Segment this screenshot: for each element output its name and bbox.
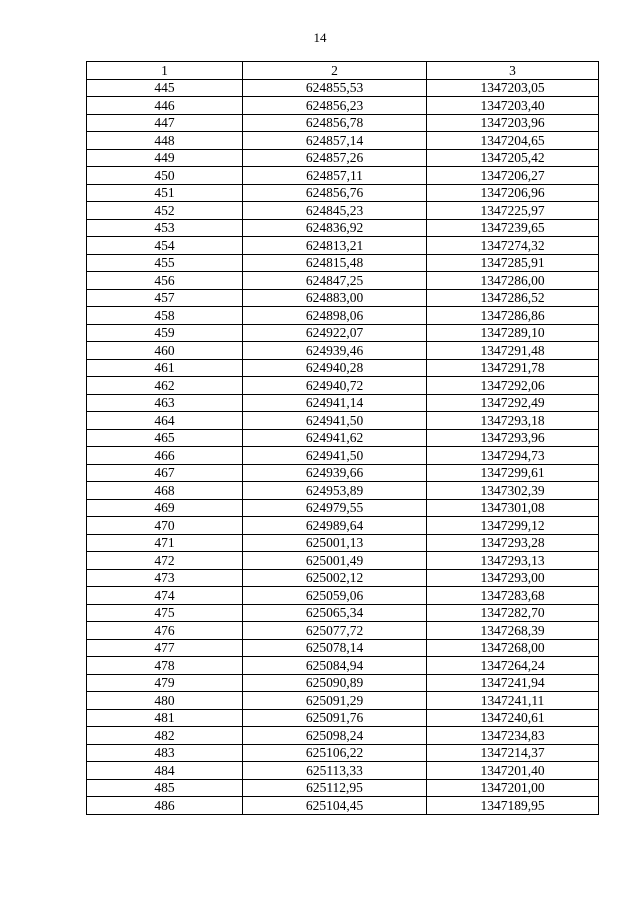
table-row bbox=[87, 412, 599, 430]
cell-y-coordinate: 1347201,00 bbox=[427, 779, 599, 797]
table-row bbox=[87, 604, 599, 622]
table-row bbox=[87, 167, 599, 185]
cell-x-coordinate: 624941,62 bbox=[243, 429, 427, 447]
table-row bbox=[87, 534, 599, 552]
cell-x-coordinate: 624940,72 bbox=[243, 377, 427, 395]
page-number: 14 bbox=[313, 30, 327, 45]
cell-y-coordinate: 1347291,48 bbox=[427, 342, 599, 360]
cell-x-coordinate: 624941,50 bbox=[243, 447, 427, 465]
cell-point-number: 449 bbox=[87, 149, 243, 167]
cell-x-coordinate: 625001,13 bbox=[243, 534, 427, 552]
cell-y-coordinate: 1347214,37 bbox=[427, 744, 599, 762]
cell-point-number: 476 bbox=[87, 622, 243, 640]
cell-y-coordinate: 1347294,73 bbox=[427, 447, 599, 465]
cell-point-number: 446 bbox=[87, 97, 243, 115]
cell-y-coordinate: 1347206,27 bbox=[427, 167, 599, 185]
cell-y-coordinate: 1347285,91 bbox=[427, 254, 599, 272]
cell-point-number: 483 bbox=[87, 744, 243, 762]
cell-y-coordinate: 1347293,96 bbox=[427, 429, 599, 447]
table-row bbox=[87, 394, 599, 412]
cell-x-coordinate: 624857,11 bbox=[243, 167, 427, 185]
cell-y-coordinate: 1347286,00 bbox=[427, 272, 599, 290]
cell-x-coordinate: 624847,25 bbox=[243, 272, 427, 290]
table-row bbox=[87, 307, 599, 325]
cell-y-coordinate: 1347239,65 bbox=[427, 219, 599, 237]
cell-point-number: 451 bbox=[87, 184, 243, 202]
cell-point-number: 461 bbox=[87, 359, 243, 377]
table-row bbox=[87, 797, 599, 815]
table-row bbox=[87, 447, 599, 465]
cell-point-number: 475 bbox=[87, 604, 243, 622]
cell-x-coordinate: 624940,28 bbox=[243, 359, 427, 377]
table-row bbox=[87, 202, 599, 220]
cell-point-number: 445 bbox=[87, 79, 243, 97]
cell-point-number: 452 bbox=[87, 202, 243, 220]
cell-y-coordinate: 1347225,97 bbox=[427, 202, 599, 220]
cell-x-coordinate: 625078,14 bbox=[243, 639, 427, 657]
cell-point-number: 477 bbox=[87, 639, 243, 657]
cell-y-coordinate: 1347292,06 bbox=[427, 377, 599, 395]
cell-x-coordinate: 624922,07 bbox=[243, 324, 427, 342]
cell-y-coordinate: 1347293,28 bbox=[427, 534, 599, 552]
column-header-point: 1 bbox=[87, 62, 243, 80]
cell-y-coordinate: 1347283,68 bbox=[427, 587, 599, 605]
table-row bbox=[87, 622, 599, 640]
cell-point-number: 470 bbox=[87, 517, 243, 535]
cell-y-coordinate: 1347203,40 bbox=[427, 97, 599, 115]
cell-y-coordinate: 1347282,70 bbox=[427, 604, 599, 622]
cell-x-coordinate: 624836,92 bbox=[243, 219, 427, 237]
table-row bbox=[87, 569, 599, 587]
cell-point-number: 478 bbox=[87, 657, 243, 675]
cell-x-coordinate: 625065,34 bbox=[243, 604, 427, 622]
table-row bbox=[87, 709, 599, 727]
cell-y-coordinate: 1347299,12 bbox=[427, 517, 599, 535]
cell-point-number: 447 bbox=[87, 114, 243, 132]
cell-point-number: 459 bbox=[87, 324, 243, 342]
cell-y-coordinate: 1347274,32 bbox=[427, 237, 599, 255]
cell-y-coordinate: 1347289,10 bbox=[427, 324, 599, 342]
cell-point-number: 450 bbox=[87, 167, 243, 185]
table-row bbox=[87, 744, 599, 762]
cell-y-coordinate: 1347206,96 bbox=[427, 184, 599, 202]
table-row bbox=[87, 184, 599, 202]
cell-x-coordinate: 624855,53 bbox=[243, 79, 427, 97]
cell-x-coordinate: 625106,22 bbox=[243, 744, 427, 762]
cell-y-coordinate: 1347291,78 bbox=[427, 359, 599, 377]
cell-x-coordinate: 624941,14 bbox=[243, 394, 427, 412]
table-body bbox=[87, 79, 599, 814]
table-row bbox=[87, 289, 599, 307]
cell-y-coordinate: 1347301,08 bbox=[427, 499, 599, 517]
cell-y-coordinate: 1347234,83 bbox=[427, 727, 599, 745]
cell-y-coordinate: 1347268,39 bbox=[427, 622, 599, 640]
cell-x-coordinate: 625002,12 bbox=[243, 569, 427, 587]
cell-y-coordinate: 1347293,13 bbox=[427, 552, 599, 570]
cell-y-coordinate: 1347201,40 bbox=[427, 762, 599, 780]
cell-point-number: 474 bbox=[87, 587, 243, 605]
cell-y-coordinate: 1347241,11 bbox=[427, 692, 599, 710]
cell-x-coordinate: 624856,76 bbox=[243, 184, 427, 202]
table-row bbox=[87, 114, 599, 132]
cell-point-number: 448 bbox=[87, 132, 243, 150]
table-row bbox=[87, 464, 599, 482]
table-row bbox=[87, 657, 599, 675]
cell-x-coordinate: 625001,49 bbox=[243, 552, 427, 570]
table-row bbox=[87, 324, 599, 342]
cell-point-number: 454 bbox=[87, 237, 243, 255]
cell-x-coordinate: 625084,94 bbox=[243, 657, 427, 675]
table-row bbox=[87, 779, 599, 797]
table-row bbox=[87, 97, 599, 115]
cell-y-coordinate: 1347205,42 bbox=[427, 149, 599, 167]
table-header-row bbox=[87, 62, 599, 80]
cell-y-coordinate: 1347293,00 bbox=[427, 569, 599, 587]
table-row bbox=[87, 517, 599, 535]
cell-x-coordinate: 624857,26 bbox=[243, 149, 427, 167]
cell-x-coordinate: 624941,50 bbox=[243, 412, 427, 430]
table-row bbox=[87, 499, 599, 517]
cell-x-coordinate: 624979,55 bbox=[243, 499, 427, 517]
cell-x-coordinate: 624898,06 bbox=[243, 307, 427, 325]
cell-point-number: 468 bbox=[87, 482, 243, 500]
cell-point-number: 462 bbox=[87, 377, 243, 395]
table-row bbox=[87, 377, 599, 395]
cell-point-number: 486 bbox=[87, 797, 243, 815]
table-row bbox=[87, 762, 599, 780]
cell-point-number: 481 bbox=[87, 709, 243, 727]
table-row bbox=[87, 639, 599, 657]
cell-point-number: 466 bbox=[87, 447, 243, 465]
cell-point-number: 453 bbox=[87, 219, 243, 237]
cell-x-coordinate: 624856,23 bbox=[243, 97, 427, 115]
cell-x-coordinate: 624989,64 bbox=[243, 517, 427, 535]
cell-point-number: 460 bbox=[87, 342, 243, 360]
cell-x-coordinate: 625077,72 bbox=[243, 622, 427, 640]
table-row bbox=[87, 674, 599, 692]
column-header-y: 3 bbox=[427, 62, 599, 80]
cell-x-coordinate: 624883,00 bbox=[243, 289, 427, 307]
cell-y-coordinate: 1347189,95 bbox=[427, 797, 599, 815]
cell-x-coordinate: 625104,45 bbox=[243, 797, 427, 815]
table-row bbox=[87, 359, 599, 377]
cell-x-coordinate: 624813,21 bbox=[243, 237, 427, 255]
table-row bbox=[87, 692, 599, 710]
coordinates-table bbox=[86, 61, 599, 815]
cell-point-number: 465 bbox=[87, 429, 243, 447]
table-row bbox=[87, 149, 599, 167]
cell-x-coordinate: 624845,23 bbox=[243, 202, 427, 220]
table-row bbox=[87, 342, 599, 360]
cell-y-coordinate: 1347203,96 bbox=[427, 114, 599, 132]
cell-y-coordinate: 1347241,94 bbox=[427, 674, 599, 692]
cell-point-number: 480 bbox=[87, 692, 243, 710]
cell-x-coordinate: 624815,48 bbox=[243, 254, 427, 272]
cell-x-coordinate: 625090,89 bbox=[243, 674, 427, 692]
cell-point-number: 463 bbox=[87, 394, 243, 412]
table-row bbox=[87, 482, 599, 500]
cell-point-number: 471 bbox=[87, 534, 243, 552]
cell-point-number: 473 bbox=[87, 569, 243, 587]
table-row bbox=[87, 219, 599, 237]
cell-x-coordinate: 624856,78 bbox=[243, 114, 427, 132]
cell-x-coordinate: 625059,06 bbox=[243, 587, 427, 605]
cell-x-coordinate: 625091,76 bbox=[243, 709, 427, 727]
cell-point-number: 472 bbox=[87, 552, 243, 570]
table-row bbox=[87, 254, 599, 272]
table-row bbox=[87, 587, 599, 605]
cell-y-coordinate: 1347204,65 bbox=[427, 132, 599, 150]
table-row bbox=[87, 727, 599, 745]
cell-point-number: 457 bbox=[87, 289, 243, 307]
cell-point-number: 485 bbox=[87, 779, 243, 797]
cell-y-coordinate: 1347293,18 bbox=[427, 412, 599, 430]
cell-point-number: 482 bbox=[87, 727, 243, 745]
cell-y-coordinate: 1347264,24 bbox=[427, 657, 599, 675]
cell-point-number: 464 bbox=[87, 412, 243, 430]
cell-x-coordinate: 624939,46 bbox=[243, 342, 427, 360]
cell-y-coordinate: 1347299,61 bbox=[427, 464, 599, 482]
cell-x-coordinate: 624939,66 bbox=[243, 464, 427, 482]
cell-x-coordinate: 624953,89 bbox=[243, 482, 427, 500]
cell-point-number: 469 bbox=[87, 499, 243, 517]
cell-point-number: 484 bbox=[87, 762, 243, 780]
cell-x-coordinate: 625113,33 bbox=[243, 762, 427, 780]
cell-point-number: 458 bbox=[87, 307, 243, 325]
table-row bbox=[87, 132, 599, 150]
cell-point-number: 467 bbox=[87, 464, 243, 482]
cell-y-coordinate: 1347302,39 bbox=[427, 482, 599, 500]
cell-y-coordinate: 1347286,86 bbox=[427, 307, 599, 325]
cell-point-number: 456 bbox=[87, 272, 243, 290]
table-row bbox=[87, 272, 599, 290]
table-row bbox=[87, 237, 599, 255]
table-row bbox=[87, 552, 599, 570]
cell-x-coordinate: 625091,29 bbox=[243, 692, 427, 710]
cell-y-coordinate: 1347292,49 bbox=[427, 394, 599, 412]
table-row bbox=[87, 79, 599, 97]
cell-y-coordinate: 1347203,05 bbox=[427, 79, 599, 97]
column-header-x: 2 bbox=[243, 62, 427, 80]
cell-x-coordinate: 625112,95 bbox=[243, 779, 427, 797]
cell-y-coordinate: 1347286,52 bbox=[427, 289, 599, 307]
table-row bbox=[87, 429, 599, 447]
cell-point-number: 455 bbox=[87, 254, 243, 272]
cell-y-coordinate: 1347240,61 bbox=[427, 709, 599, 727]
cell-y-coordinate: 1347268,00 bbox=[427, 639, 599, 657]
cell-x-coordinate: 625098,24 bbox=[243, 727, 427, 745]
cell-x-coordinate: 624857,14 bbox=[243, 132, 427, 150]
cell-point-number: 479 bbox=[87, 674, 243, 692]
